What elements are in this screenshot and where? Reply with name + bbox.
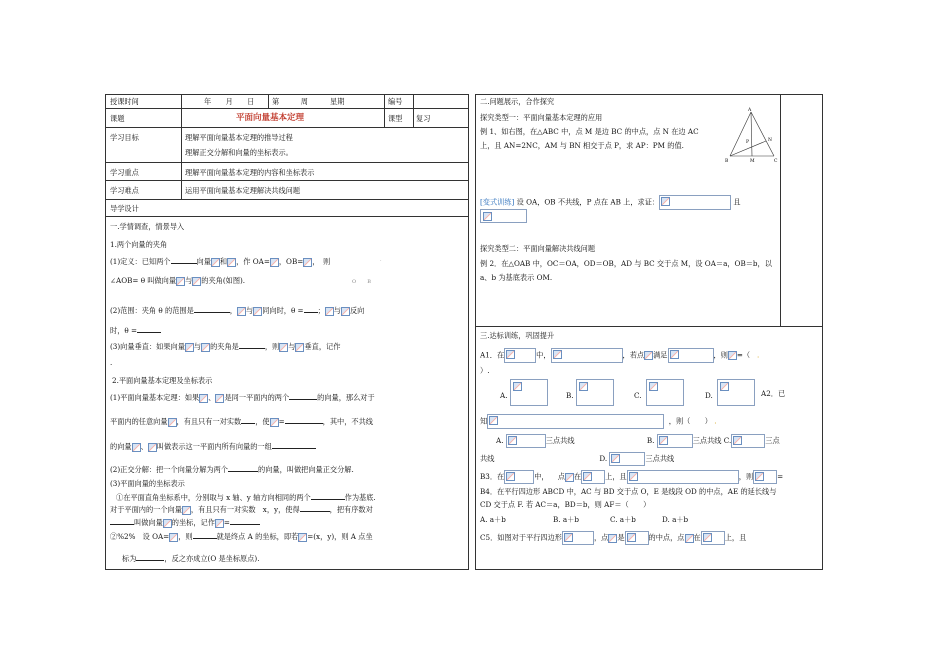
label-b: B [725,159,729,164]
label-a: A [748,108,752,113]
label-m: M [750,159,755,164]
weekday-field: 星期 [330,97,345,106]
formula-image-icon [506,472,515,481]
coord-line-4: ②%2% 设 OA= ，则 就是终点 A 的坐标，即若 =(x，y)，则 A 点坐 [110,532,373,541]
question-b4-line-1: B4．在平行四边形 ABCD 中，AC 与 BD 交于点 O，E 是线段 OD 的中点，AE 的延长线与 [480,487,777,496]
formula-image-icon [553,350,562,359]
formula-image-icon [728,351,737,360]
vector-a-icon [237,307,246,316]
formula-image-icon [508,436,517,445]
coord-line-5: 标为 ，反之亦成立(O 是坐标原点). [122,554,260,563]
formula-image-icon [703,533,712,542]
b4-option-c: C. a＋b [610,515,636,524]
option-d-box[interactable] [717,379,755,406]
question-b3: B3．在 中， 点 在 上，且 ，则 = [480,470,783,484]
orthogonal-line: (2)正交分解：把一个向量分解为两个 的向量，叫做把向量正交分解. [110,465,354,474]
formula-image-icon [659,436,668,445]
vector-a-icon [168,418,177,427]
variant-line: [变式训练] 设 OA，OB 不共线，P 点在 AB 上，求证： 且 [480,195,741,210]
date-field: 年 月 日 [204,97,255,106]
a2-options-row: A. 三点共线 B. 三点共线 C. 三点 [496,434,780,448]
label-n: N [768,138,772,143]
formula-image-icon [644,351,653,360]
b4-option-b: B. a＋b [553,515,579,524]
formula-image-icon [629,472,638,481]
kexing-value: 复习 [416,114,431,123]
label-kexing: 课型 [388,114,403,123]
formula-image-icon [513,382,522,391]
label-design: 导学设计 [110,204,139,213]
example-2-line-1: 例 2．在△OAB 中，OC＝OA，OD＝OB，AD 与 BC 交于点 M，设 OA＝a，OB＝b，以 [480,259,772,268]
label-topic: 课题 [110,114,125,123]
subsection-angle: 1.两个向量的夹角 [110,240,168,249]
period-mark: . [110,358,113,367]
paren-close: ）. [480,366,490,375]
example-1-line-1: 例 1、如右图，在△ABC 中，点 M 是边 BC 的中点，点 N 在边 AC [480,127,699,136]
formula-image-icon [733,436,742,445]
section-3-heading: 三.达标训练，巩固提升 [480,331,555,340]
question-a2: 知 ，则（ ） . [480,414,717,429]
b4-option-a: A. a＋b [480,515,506,524]
vector-a-icon [279,343,288,352]
vector-b-icon [253,307,262,316]
vector-oa-icon [298,533,307,542]
option-c: C. [634,391,642,400]
label-key: 学习重点 [110,168,139,177]
question-c5: C5．如图对于平行四边形 ，点 是 的中点，点 在 上，且 [480,531,746,545]
label-p: P [746,140,750,145]
formula-image-icon [564,533,573,542]
question-a1: A1．在 中， ，若点 满足 ，则 =（ . [480,348,759,363]
angle-figure-icon: O B [352,279,371,285]
formula-image-icon [755,472,764,481]
formula-image-icon [720,382,729,391]
range-line: (2)范围：夹角 θ 的范围是 ， 与 同向时，θ = ； 与 反向 [110,306,365,315]
vector-a-icon [325,307,334,316]
difficulty-text: 运用平面向量基本定理解决共线问题 [185,186,301,195]
section-1-heading: 一.学情调查，情景导入 [110,222,185,231]
vector-a-icon [169,533,178,542]
formula-image-icon [685,534,694,543]
range-line-2: 时，θ = [110,325,161,336]
vector-a-icon [270,418,279,427]
page-title: 平面向量基本定理 [236,113,305,123]
explore-type-1: 探究类型一：平面向量基本定理的应用 [480,113,603,122]
formula-image-icon [608,534,617,543]
formula-image-icon [661,197,670,206]
vector-e1-icon [132,443,141,452]
vector-a-icon [182,506,191,515]
formula-image-icon [627,533,636,542]
vector-e2-icon [148,443,157,452]
formula-image-icon [611,454,620,463]
definition-line: (1)定义：已知两个 向量 和 ，作 OA= ，OB= ， 则 [110,257,331,266]
vector-e1-icon [199,394,208,403]
option-b-box[interactable] [576,379,614,406]
formula-image-icon [565,473,574,482]
vector-a-icon [163,519,172,528]
angle-line: ∠AOB= θ 叫做向量 与 的夹角(如图). [110,276,246,285]
vector-a-icon [215,519,224,528]
coord-line-1: ①在平面直角坐标系中，分别取与 x 轴、y 轴方向相同的两个 作为基底. [116,493,376,502]
question-a2-start: A2．已 [761,389,786,398]
theorem-line-2: 平面内的任意向量 ，有且只有一对实数 ，使 = ，其中，不共线 [110,417,373,426]
formula-image-icon [649,382,658,391]
example-2-line-2: a、b 为基底表示 OM. [480,273,553,282]
formula-image-icon [583,472,592,481]
label-goal: 学习目标 [110,133,139,142]
vector-b-icon [227,258,236,267]
b4-option-d: D. a＋b [662,515,689,524]
vector-b-icon [341,307,350,316]
key-text: 理解平面向量基本定理的内容和坐标表示 [185,168,315,177]
vector-b-icon [303,258,312,267]
vector-b-icon [192,277,201,286]
triangle-figure [724,106,782,164]
perpendicular-line: (3)向量垂直：如果向量 与 的夹角是 ，则 与 垂直，记作 [110,342,341,351]
formula-image-icon [506,350,515,359]
formula-box [480,209,527,223]
vector-a-icon [185,343,194,352]
section-2-heading: 二.问题展示，合作探究 [480,97,555,106]
explore-type-2: 探究类型二：平面向量解决共线问题 [480,244,596,253]
label-bianhao: 编号 [388,97,403,106]
formula-image-icon [579,382,588,391]
coord-heading: (3)平面向量的坐标表示 [110,479,185,488]
option-a: A. [500,391,508,400]
theorem-line-3: 的向量 、 叫做表示这一平面内所有向量的一组 [110,441,316,452]
coord-line-2: 对于平面内的一个向量 ，有且只有一对实数 x，y，使得 ，把有序数对 [110,505,373,514]
coord-line-3: 叫做向量 的坐标，记作 = [110,517,260,528]
theorem-line-1: (1)平面向量基本定理：如果 、 是同一平面内的两个 的向量，那么对于 [110,393,375,402]
goal-2: 理解正交分解和向量的坐标表示。 [185,148,293,157]
option-a-box[interactable] [510,379,548,406]
formula-image-icon [670,350,679,359]
a2-options-row-2: 共线 D. 三点共线 [480,452,674,466]
option-d: D. [705,391,713,400]
example-1-line-2: 上，且 AN=2NC，AM 与 BN 相交于点 P，求 AP：PM 的值. [480,141,684,150]
vector-a-icon [176,277,185,286]
question-b4-line-2: CD 交于点 F. 若 AC＝a，BD＝b，则 AF＝（ ） [480,500,651,509]
vector-a-icon [211,258,220,267]
label-c: C [774,159,778,164]
figure-mark-icon: · [380,258,382,264]
week-field: 第 周 [272,97,308,106]
option-b: B. [566,391,574,400]
vector-b-icon [201,343,210,352]
formula-image-icon [489,416,498,425]
subsection-theorem: 2.平面向量基本定理及坐标表示 [112,376,213,385]
label-difficulty: 学习难点 [110,186,139,195]
label-time: 授课时间 [110,97,139,106]
option-c-box[interactable] [646,379,684,406]
goal-1: 理解平面向量基本定理的推导过程 [185,133,293,142]
vector-a-icon [270,258,279,267]
formula-image-icon [483,212,492,221]
